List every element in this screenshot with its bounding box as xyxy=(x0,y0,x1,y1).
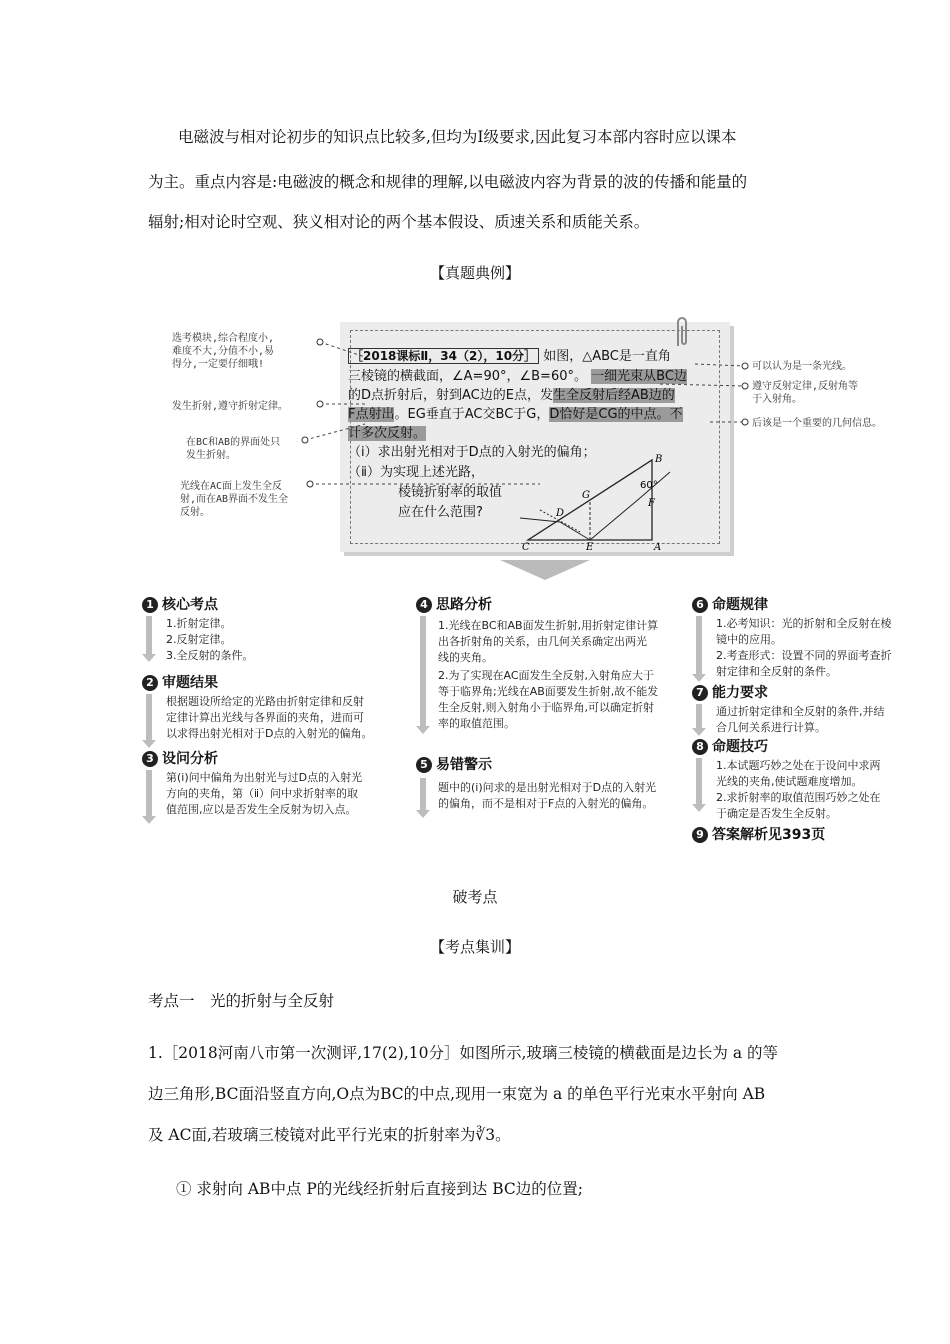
block-2-title: 2 审题结果 xyxy=(142,672,218,692)
section-heading-train: 【考点集训】 xyxy=(429,938,520,956)
section-heading-po: 破考点 xyxy=(452,888,498,906)
card-line-2: 三棱镜的横截面，∠A=90°，∠B=60°。 xyxy=(348,369,587,384)
exam-figure: ［2018课标Ⅱ，34（2），10分］ 如图，△ABC是一直角 三棱镜的横截面，∠A=90°，∠B=60°。 一细光束从BC边 的D点折射后，射到AC边的E点，发生全反射后经AB边的 F点射出。EG垂直于AC交BC于G，D恰好是CG的中点。不 计多次反射。 （ⅰ）求出射光相对于D点的入射光的偏角； （ⅱ）为实现上述光路， 棱镜折射率的取值 应在什么范围? 60° B G F D C E A 选考模块,综合程度小, 难度不大,分值不小,易 得分,一定要仔细哦! 发生折射,遵守折射定律。 在BC和AB的界面处只 发生折射。 光线在AC面上发生全反 射,而在AB界面不发生全 反射。 可以认为是一条光线。 遵守反射定律,反射角等 于入射角。 后该是一个重要的几何信息。 1 核心考点 1.折射定律。 2.反射定律。 3.全反射的条件。 2 审题结果 根据题设所给定的光路由折射定律和反射 定律计算出光线与各界面的夹角，进而可 以求得出射光相对于D点的入射光的偏角。 3 设问分析 第(ⅰ)问中偏角为出射光与过D点的入射光 方向的夹角，第（ⅱ）问中求折射率的取 值范围,应以是否发生全反射为切入点。 4 思路分析 1.光线在BC和AB面发生折射,用折射定律计算 出各折射角的关系，由几何关系确定出两光 线的夹角。 2.为了实现在AC面发生全反射,入射角应大于 等于临界角;光线在AB面要发生折射,故不能发 生全反射,则入射角小于临界角,可以确定折射 率的取值范围。 5 易错警示 题中的(ⅰ)问求的是出射光相对于D点的入射光 的偏角，而不是相对于F点的入射光的偏角。 6 命题规律 1.必考知识：光的折射和全反射在棱 镜中的应用。 2.考查形式：设置不同的界面考查折 射定律和全反射的条件。 7 能力要求 通过折射定律和全反射的条件,并结 合几何关系进行计算。 8 命题技巧 1.本试题巧妙之处在于设问中求两 光线的夹角,使试题难度增加。 2.求折射率的取值范围巧妙之处在 于确定是否发生全反射。 9 答案解析见393页 xyxy=(140,312,920,852)
block-9-title: 9 答案解析见393页 xyxy=(692,824,825,844)
highlight-1: 一细光束从BC边 xyxy=(591,369,687,384)
angle-label: 60° xyxy=(640,480,658,491)
svg-text:G: G xyxy=(582,490,590,501)
svg-text:F: F xyxy=(648,498,655,509)
svg-text:A: A xyxy=(654,542,662,552)
highlight-2: 生全反射后经AB边的 xyxy=(552,388,675,403)
svg-text:C: C xyxy=(522,542,530,552)
note-right-2: 遵守反射定律,反射角等 xyxy=(752,381,859,392)
block-5-title: 5 易错警示 xyxy=(416,754,492,774)
highlight-5: 计多次反射。 xyxy=(348,426,427,441)
down-chevron-icon xyxy=(500,560,590,582)
problem-line-1: 1.［2018河南八市第一次测评,17(2),10分］如图所示,玻璃三棱镜的横截面是边长为 a 的等 xyxy=(148,1044,779,1062)
block-6-title: 6 命题规律 xyxy=(692,594,768,614)
note-left-1: 选考模块,综合程度小, xyxy=(172,333,275,344)
intro-line-3: 辐射;相对论时空观、狭义相对论的两个基本假设、质速关系和质能关系。 xyxy=(148,213,650,231)
kaodian-heading: 考点一 光的折射与全反射 xyxy=(148,992,335,1010)
problem-line-2: 边三角形,BC面沿竖直方向,O点为BC的中点,现用一束宽为 a 的单色平行光束水平射向 AB xyxy=(148,1085,766,1103)
note-left-4: 光线在AC面上发生全反 xyxy=(180,481,283,492)
svg-text:E: E xyxy=(586,542,594,552)
note-connectors xyxy=(140,312,920,562)
problem-line-3: 及 AC面,若玻璃三棱镜对此平行光束的折射率为∛3。 xyxy=(148,1126,511,1144)
block-4-title: 4 思路分析 xyxy=(416,594,492,614)
svg-text:B: B xyxy=(655,454,663,465)
card-line-1: 如图，△ABC是一直角 xyxy=(543,349,671,364)
card-line-3: 的D点折射后，射到AC边的E点，发 xyxy=(348,388,553,403)
question-1: （ⅰ）求出射光相对于D点的入射光的偏角； xyxy=(348,445,596,460)
section-heading-real: 【真题典例】 xyxy=(429,264,520,282)
note-left-2: 发生折射,遵守折射定律。 xyxy=(172,401,289,412)
note-left-3: 在BC和AB的界面处只 xyxy=(186,437,281,448)
problem-source: ［2018课标Ⅱ，34（2），10分］ xyxy=(348,348,539,364)
highlight-3: F点射出 xyxy=(348,407,395,422)
intro-line-2: 为主。重点内容是:电磁波的概念和规律的理解,以电磁波内容为背景的波的传播和能量的 xyxy=(148,173,748,191)
block-8-title: 8 命题技巧 xyxy=(692,736,768,756)
note-right-3: 后该是一个重要的几何信息。 xyxy=(752,418,882,429)
highlight-4: D恰好是CG的中点 xyxy=(549,407,657,422)
block-1-title: 1 核心考点 xyxy=(142,594,218,614)
block-3-title: 3 设问分析 xyxy=(142,748,218,768)
block-7-title: 7 能力要求 xyxy=(692,682,768,702)
intro-line-1: 电磁波与相对论初步的知识点比较多,但均为Ⅰ级要求,因此复习本部内容时应以课本 xyxy=(178,128,737,146)
question-2: （ⅱ）为实现上述光路， xyxy=(348,465,484,480)
problem-sub-1: ① 求射向 AB中点 P的光线经折射后直接到达 BC边的位置; xyxy=(176,1180,583,1198)
svg-text:D: D xyxy=(556,508,565,519)
note-right-1: 可以认为是一条光线。 xyxy=(752,361,852,372)
problem-card: ［2018课标Ⅱ，34（2），10分］ 如图，△ABC是一直角 三棱镜的横截面，∠A=90°，∠B=60°。 一细光束从BC边 的D点折射后，射到AC边的E点，发生全反射后经AB边的 F点射出。EG垂直于AC交BC于G，D恰好是CG的中点。不 计多次反射。 （ⅰ）求出射光相对于D点的入射光的偏角； （ⅱ）为实现上述光路， 棱镜折射率的取值 应在什么范围? 60° B G F D C E A xyxy=(340,322,730,552)
